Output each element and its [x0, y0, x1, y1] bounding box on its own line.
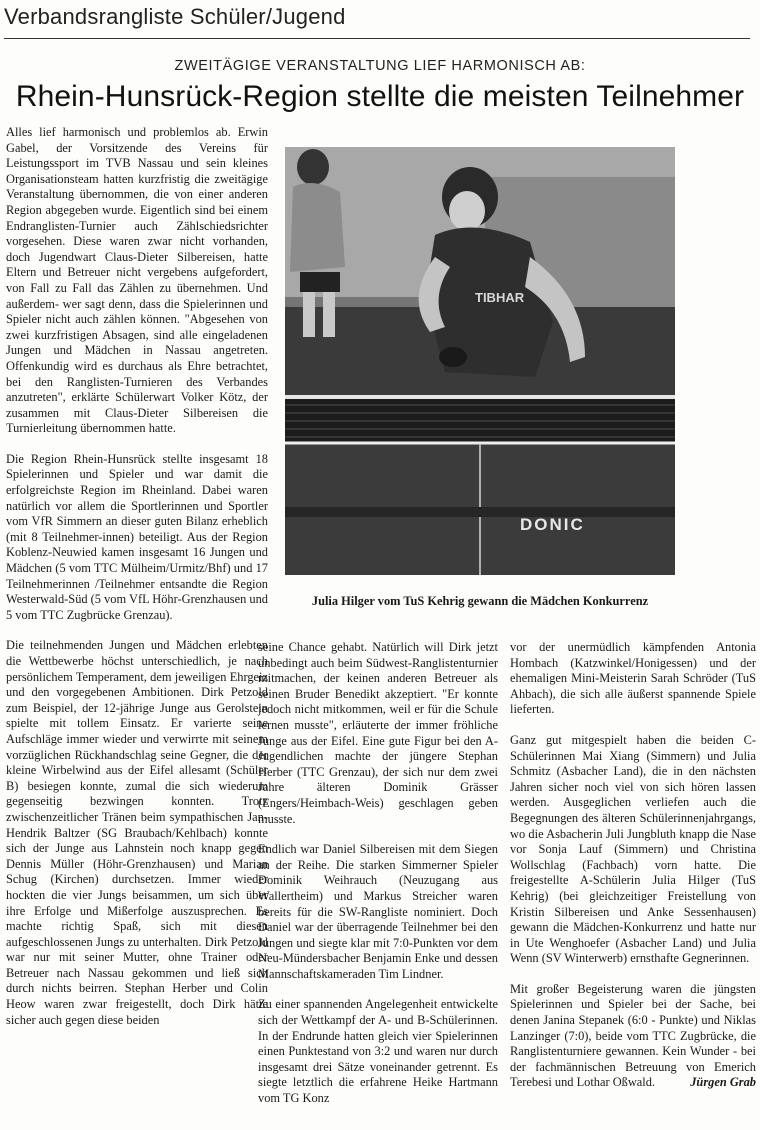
paragraph: Die Region Rhein-Hunsrück stellte insgesamt 18 Spielerinnen und Spieler und war damit die erfolgreichste Region im Rheinland. Dabei waren natürlich vor allem die Sportlerinnen und Sportler vom VfR Simmern an dieser guten Bilanz erheblich (mit 8 Teilnehmer-innen) beteiligt. Aus der Region Koblenz-Neuwied kamen insgesamt 16 Jungen und Mädchen (5 vom TTC Mülheim/Urmitz/Bhf) und 17 Teilnehmerinnen /Teilnehmer entsandte die Region Westerwald-Süd (5 vom VfL Höhr-Grenzhausen und 5 vom TTC Zugbrücke Grenzau).	[6, 451, 268, 622]
photo-caption: Julia Hilger vom TuS Kehrig gewann die Mädchen Konkurrenz	[311, 594, 649, 608]
column-2	[258, 640, 498, 1122]
photo-illustration	[285, 147, 675, 575]
photo-table-tennis-player	[285, 147, 675, 575]
shirt-lettering: TIBHAR	[475, 290, 525, 305]
paragraph: Ganz gut mitgespielt haben die beiden C-Schülerinnen Mai Xiang (Simmern) und Julia Schmitz (Asbacher Land), die in den nächsten Jahren sicher noch viel von sich hören lassen werden. Ausgeglichen verliefen auch die Begegnungen des älteren Schülerinnenjahrgangs, wo die Asbacherin Juli Jungbluth knapp die Nase vor Sonja Lauf (Simmern) und Christina Wollschlag (Fachbach) vorn hatte. Die freigestellte A-Schülerin Julia Hilger (TuS Kehrig) (bei gleichzeitiger Freistellung von Kristin Silbereisen und Anke Sessenhausen) gewann die Mädchen-Konkurrenz und hatte nur in Ute Wenghoefer (Asbacher Land) und Julia Wenn (SV Winterwerb) ernsthafte Gegnerinnen.	[510, 732, 756, 966]
author-signature: Jürgen Grab	[690, 1075, 756, 1090]
paragraph: Alles lief harmonisch und problemlos ab. Erwin Gabel, der Vorsitzende des Vereins für Leistungssport im TVB Nassau und sein kleines Organisationsteam hatten kurzfristig die zweitägige Veranstaltung übernommen, die von einer anderen Region abgegeben wurde. Eigentlich sind bei einem Endranglisten-Turnier auch Zählschiedsrichter vorgesehen. Diese waren zwar nicht vorhanden, doch Jugendwart Claus-Dieter Silbereisen, hatte Eltern und Betreuer nicht vergebens aufgefordert, von Fall zu Fall das Zählen zu übernehmen. Und außerdem- wer sagt denn, dass die Spielerinnen und Spieler nicht auch zählen können. "Abgesehen von zwei kurzfristigen Absagen, sind alle eingeladenen Jungen und Mädchen in Nassau angetreten. Offenkundig wird es durchaus als Ehre betrachtet, bei den Ranglisten-Turnieren des Verbandes anzutreten", erklärte Schülerwart Volker Kötz, der zusammen mit Claus-Dieter Silbereisen die Turnierleitung übernommen hatte.	[6, 125, 268, 436]
column-3	[510, 640, 756, 1091]
paragraph: Die teilnehmenden Jungen und Mädchen erlebten die Wettbewerbe höchst unterschiedlich, je nach persönlichem Temperament, dem jeweiligen Ehrgeiz und den vorgegebenen Ambitionen. Dirk Petzold zum Beispiel, der 12-jährige Junge aus Gerolstein spielte mit tollem Einsatz. Er varierte seine Aufschläge immer wieder und verwirrte mit seinem vorzüglichen Rückhandschlag seine Gegner, die der kleine Wirbelwind aus der Eifel allesamt (Schüler B) besiegen konnte, zumal die sich wiederum gegenseitig bezwingen konnten. Trotz zwischenzeitlicher Tränen beim sympathischen Jan-Hendrik Baltzer (SG Braubach/Kehlbach) konnte sich der Junge aus Lahnstein noch knapp gegen Dennis Müller (Höhr-Grenzhausen) und Marian Schug (Kirchen) durchsetzen. Immer wieder hockten die vier Jungs beisammen, um sich über ihre Erfolge und Mißerfolge auszusprechen. Es machte richtig Spaß, sich mit diesen aufgeschlossenen Jungs zu unterhalten. Dirk Petzold war nur mit seiner Mutter, ohne Trainer oder Betreuer nach Nassau gekommen und ließ sich durch nichts beirren. Stephan Herber und Colin Heow waren zwar freigestellt, doch Dirk hätte sicher auch gegen diese beiden	[6, 638, 268, 1027]
paragraph: Endlich war Daniel Silbereisen mit dem Siegen an der Reihe. Die starken Simmerner Spieler Dominik Weihrauch (Neuzugang aus Wallertheim) und Markus Streicher waren bereits für die SW-Rangliste nominiert. Doch Daniel war der überragende Teilnehmer bei den Jungen und siegte klar mit 7:0-Punkten vor dem Neu-Mündersbacher Benjamin Enke und dessen Mannschaftskameraden Tim Lindner.	[258, 842, 498, 981]
paragraph-last	[510, 982, 756, 1091]
column-1	[6, 125, 268, 1043]
kicker: ZWEITÄGIGE VERANSTALTUNG LIEF HARMONISCH AB:	[174, 58, 586, 74]
paragraph-text: Mit großer Begeisterung waren die jüngsten Spielerinnen und Spieler bei der Sache, bei denen Janina Stepanek (6:0 - Punkte) und Niklas Lanzinger (7:0), beide vom TTC Zugbrücke, die Ranglistenturniere gewannen. Kein Wunder - bei der fachmännischen Betreuung von Emerich Terebesi und Lothar Oßwald.	[510, 981, 756, 1090]
headline: Rhein-Hunsrück-Region stellte die meisten Teilnehmer	[15, 80, 745, 113]
paragraph: Zu einer spannenden Angelegenheit entwickelte sich der Wettkampf der A- und B-Schülerinnen. In der Endrunde hatten gleich vier Spielerinnen einen Punktestand von 3:2 und waren nur durch insgesamt drei Sätze voneinander getrennt. Es siegte letztlich die erfahrene Heike Hartmann vom TG Konz	[258, 997, 498, 1106]
section-title: Verbandsrangliste Schüler/Jugend	[4, 4, 346, 29]
paragraph: vor der unermüdlich kämpfenden Antonia Hombach (Katzwinkel/Honigessen) und der ehemaligen Mini-Meisterin Sarah Schröder (TuS Ahbach), die sich alle äußerst spannende Spiele lieferten.	[510, 640, 756, 717]
section-rule	[4, 38, 750, 39]
table-brand: DONIC	[520, 515, 585, 534]
paragraph: seine Chance gehabt. Natürlich will Dirk jetzt unbedingt auch beim Südwest-Ranglistenturnier mitmachen, der keinen anderen Betreuer als seinen Bruder Benedikt akzeptiert. "Er konnte jedoch nicht mitkommen, weil er für die Schule lernen musste", erläuterte der immer fröhliche Junge aus der Eifel. Eine gute Figur bei den A-Jugendlichen machte der jüngere Stephan Herber (TTC Grenzau), der sich nur dem zwei Jahre älteren Dominik Grässer (Engers/Heimbach-Weis) geschlagen geben musste.	[258, 640, 498, 826]
